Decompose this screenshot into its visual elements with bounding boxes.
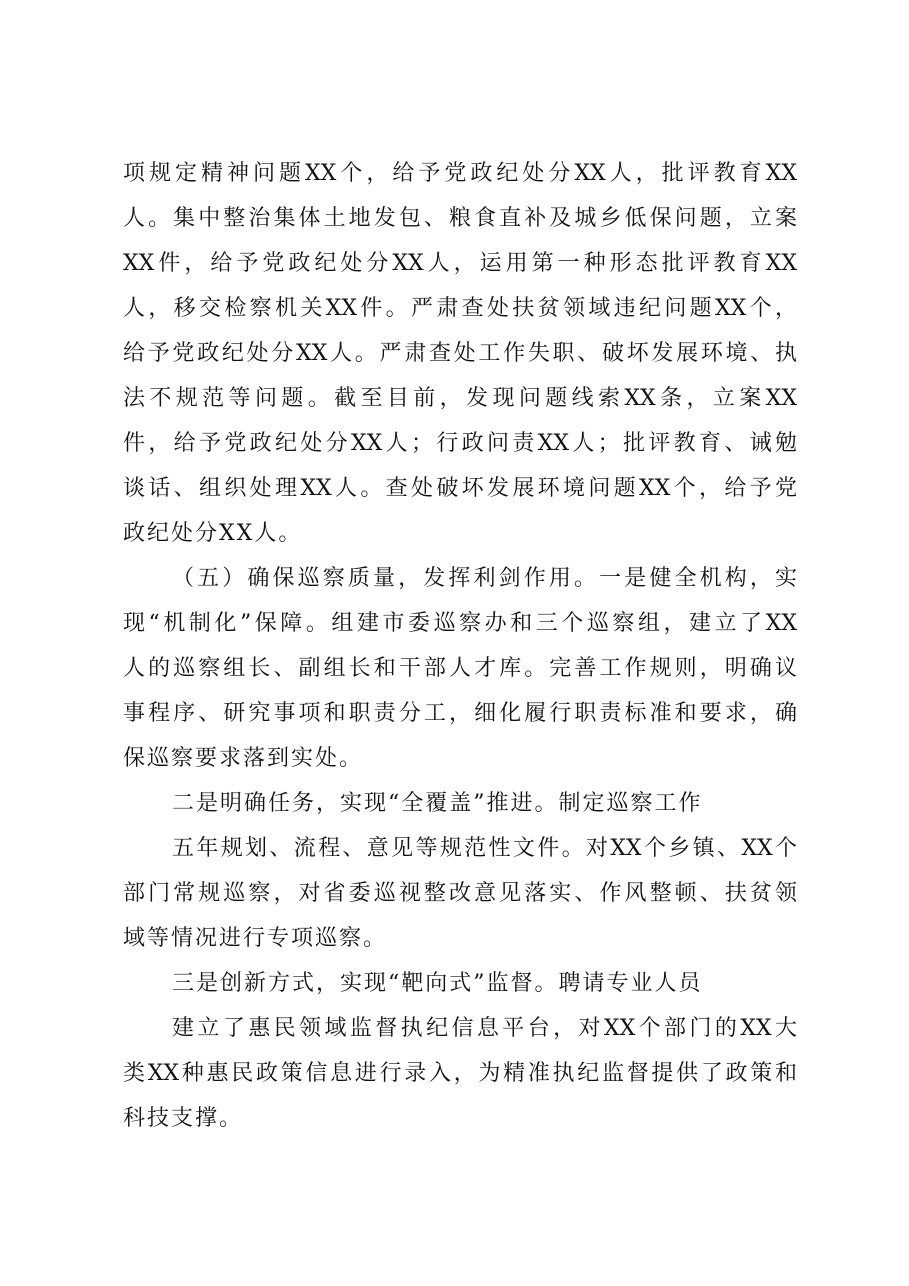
paragraph-line: 人，移交检察机关XX件。严肃查处扶贫领域违纪问题XX个，	[123, 296, 797, 321]
paragraph-line: 保巡察要求落到实处。	[123, 746, 364, 771]
paragraph-line: XX件，给予党政纪处分XX人，运用第一种形态批评教育XX	[123, 251, 797, 276]
paragraph-line: 件，给予党政纪处分XX人；行政问责XX人；批评教育、诫勉	[123, 431, 797, 456]
paragraph-line: （五）确保巡察质量，发挥利剑作用。一是健全机构，实	[172, 566, 797, 591]
paragraph-line: 人。集中整治集体土地发包、粮食直补及城乡低保问题，立案	[123, 206, 797, 231]
paragraph-line: 政纪处分XX人。	[123, 521, 303, 546]
paragraph-line: 现“机制化”保障。组建市委巡察办和三个巡察组，建立了XX	[123, 611, 797, 636]
paragraph-line: 建立了惠民领域监督执纪信息平台，对XX个部门的XX大	[172, 1016, 797, 1041]
paragraph-line: 科技支撑。	[123, 1106, 244, 1131]
paragraph-line: 事程序、研究事项和职责分工，细化履行职责标准和要求，确	[123, 701, 797, 726]
paragraph-line: 谈话、组织处理XX人。查处破坏发展环境问题XX个，给予党	[123, 476, 797, 501]
paragraph-line: 三是创新方式，实现“靶向式”监督。聘请专业人员	[172, 971, 703, 996]
paragraph-line: 项规定精神问题XX个，给予党政纪处分XX人，批评教育XX	[123, 161, 797, 186]
paragraph-line: 类XX种惠民政策信息进行录入，为精准执纪监督提供了政策和	[123, 1061, 797, 1086]
paragraph-line: 二是明确任务，实现“全覆盖”推进。制定巡察工作	[172, 791, 703, 816]
paragraph-line: 五年规划、流程、意见等规范性文件。对XX个乡镇、XX个	[172, 836, 797, 861]
paragraph-line: 法不规范等问题。截至目前，发现问题线索XX条，立案XX	[123, 386, 797, 411]
paragraph-line: 给予党政纪处分XX人。严肃查处工作失职、破坏发展环境、执	[123, 341, 797, 366]
paragraph-line: 人的巡察组长、副组长和干部人才库。完善工作规则，明确议	[123, 656, 797, 681]
paragraph-line: 域等情况进行专项巡察。	[123, 926, 388, 951]
paragraph-line: 部门常规巡察，对省委巡视整改意见落实、作风整顿、扶贫领	[123, 881, 797, 906]
